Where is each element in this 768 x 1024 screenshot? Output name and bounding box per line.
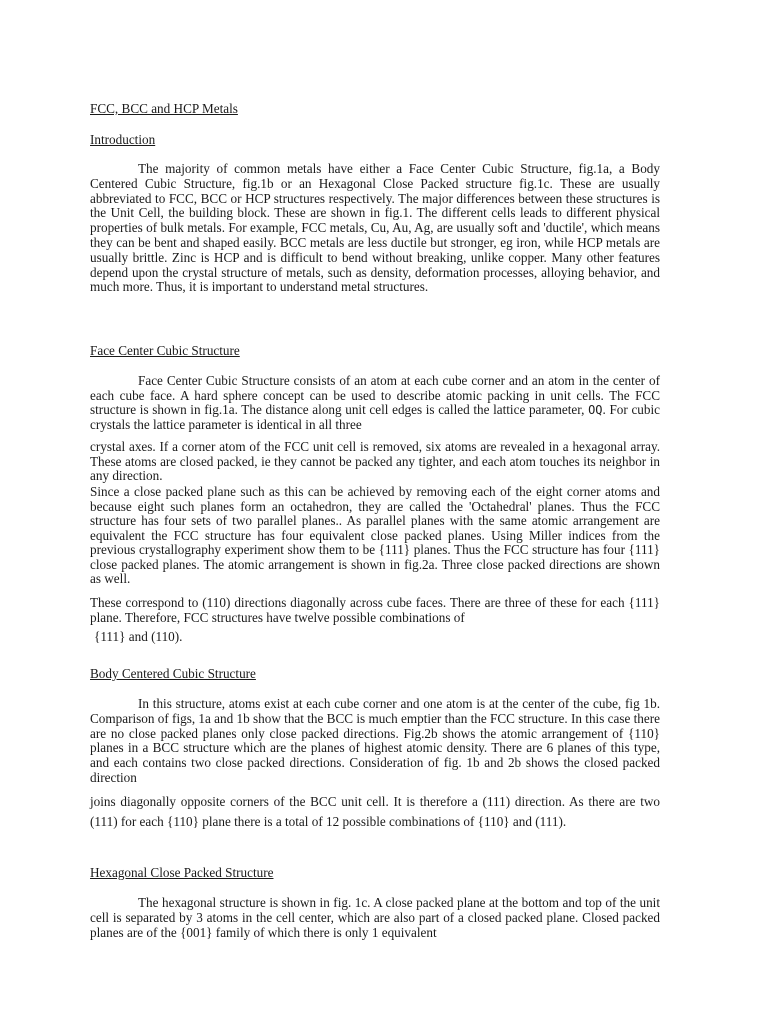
document-title: FCC, BCC and HCP Metals [90, 101, 238, 116]
heading-fcc: Face Center Cubic Structure [90, 343, 240, 358]
paragraph-bcc-2: joins diagonally opposite corners of the BCC unit cell. It is therefore a (111) direction. As there are two (111) for each {110} plane there is a total of 12 possible combinations of {110} and (111). [90, 794, 660, 829]
paragraph-fcc-2: crystal axes. If a corner atom of the FCC unit cell is removed, six atoms are revealed in a hexagonal array. These atoms are closed packed, ie they cannot be packed any tighter, and each atom touches its neighbor in any direction. [90, 439, 660, 483]
paragraph-bcc-1: In this structure, atoms exist at each cube corner and one atom is at the center of the cube, fig 1b. Comparison of figs, 1a and 1b show that the BCC is much emptier than the FCC structure. In this case there are no close packed planes only close packed directions. Fig.2b shows the atomic arrangement of {110} planes in a BCC structure which are the planes of highest atomic density. There are 6 planes of this type, and each contains two close packed directions. Consideration of fig. 1b and 2b shows the closed packed direction [90, 696, 660, 785]
heading-bcc: Body Centered Cubic Structure [90, 666, 256, 681]
paragraph-fcc-4: These correspond to (110) directions diagonally across cube faces. There are three of these for each {111} plane. Therefore, FCC structures have twelve possible combinations of [90, 595, 660, 625]
heading-introduction: Introduction [90, 132, 156, 147]
fcc-text-before: Face Center Cubic Structure consists of an atom at each cube corner and an atom in the center of each cube face. A hard sphere concept can be used to describe atomic packing in unit cells. The FCC structure is shown in fig.1a. The distance along unit cell edges is called the lattice parameter, [90, 373, 660, 417]
paragraph-fcc-5: {111} and (110). [94, 629, 183, 644]
paragraph-hcp-1: The hexagonal structure is shown in fig. 1c. A close packed plane at the bottom and top of the unit cell is separated by 3 atoms in the cell center, which are also part of a closed packed plane. Closed packed planes are of the {001} family of which there is only 1 equivalent [90, 895, 660, 940]
lattice-parameter-symbol: OQ [588, 403, 603, 417]
paragraph-introduction: The majority of common metals have either a Face Center Cubic Structure, fig.1a, a Body Centered Cubic Structure, fig.1b or an Hexagonal Close Packed structure fig.1c. These are usually abbreviated to FCC, BCC or HCP structures respectively. The major differences between these structures is the Unit Cell, the building block. These are shown in fig.1. The different cells leads to different physical properties of bulk metals. For example, FCC metals, Cu, Au, Ag, are usually soft and 'ductile', which means they can be bent and shaped easily. BCC metals are less ductile but stronger, eg iron, while HCP metals are usually brittle. Zinc is HCP and is difficult to bend without breaking, unlike copper. Many other features depend upon the crystal structure of metals, such as density, deformation processes, alloying behavior, and much more. Thus, it is important to understand metal structures. [90, 161, 660, 295]
heading-hcp: Hexagonal Close Packed Structure [90, 865, 274, 880]
paragraph-fcc-3: Since a close packed plane such as this can be achieved by removing each of the eight corner atoms and because eight such planes form an octahedron, they are called the 'Octahedral' planes. Thus the FCC structure has four sets of two parallel planes.. As parallel planes with the same atomic arrangement are equivalent the FCC structure has four equivalent close packed planes. Using Miller indices from the previous crystallography experiment show them to be {111} planes. Thus the FCC structure has four {111} close packed planes. The atomic arrangement is shown in fig.2a. Three close packed directions are shown as well. [90, 484, 660, 586]
paragraph-fcc-1 [90, 374, 660, 432]
fcc-text-after: . For cubic crystals the lattice parameter is identical in all three [90, 402, 660, 432]
